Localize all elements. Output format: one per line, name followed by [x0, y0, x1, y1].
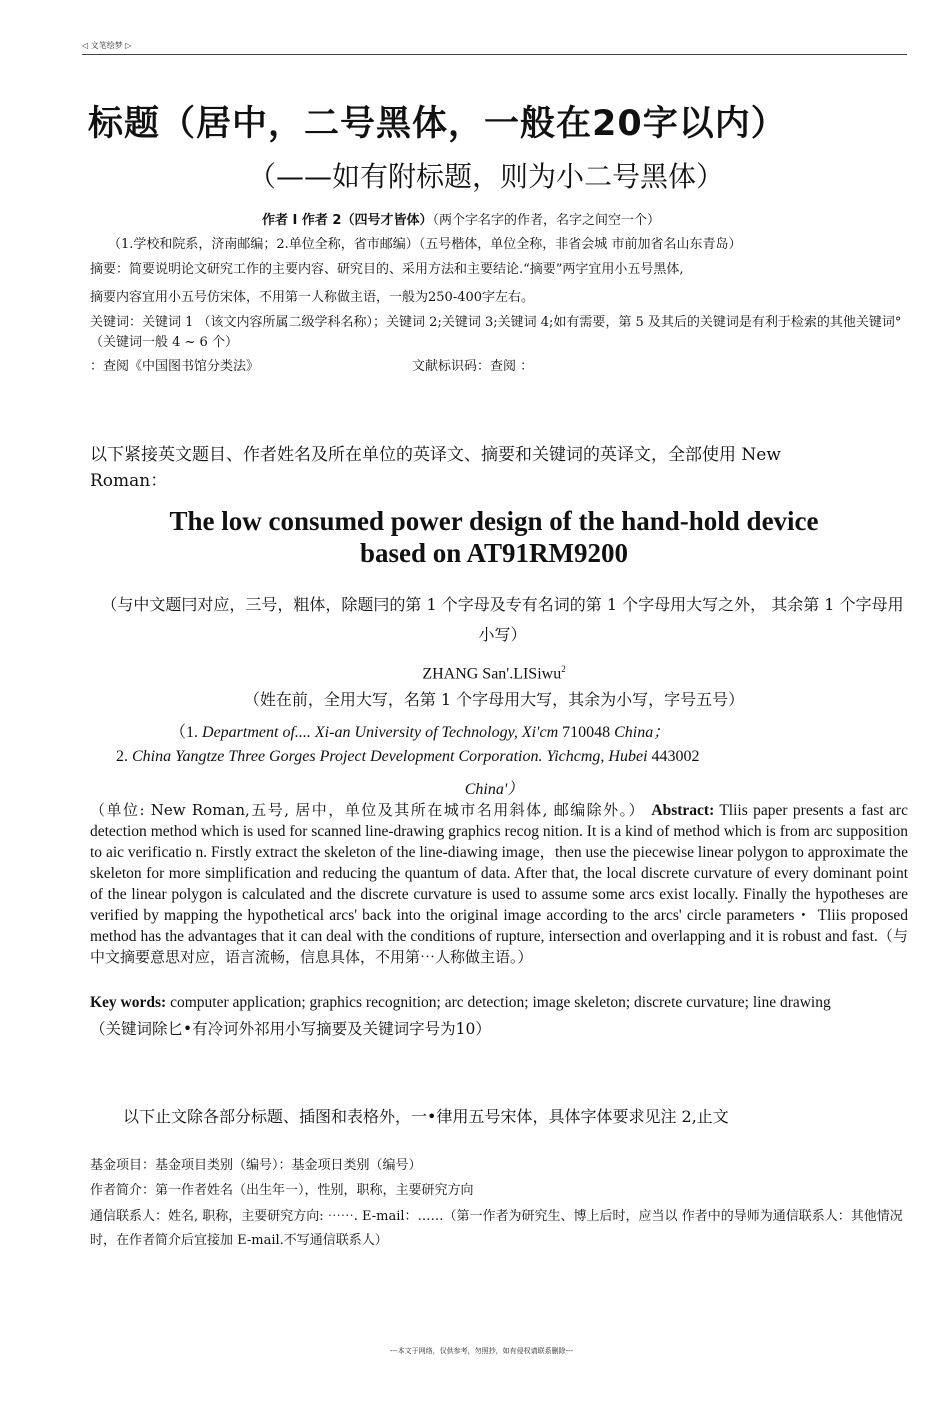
keywords-cn: 关键词：关键词 1 （该文内容所属二级学科名称）；关键词 2;关键词 3;关键词 4;如有需要，第 5 及其后的关键词是有利于检索的其他关键词° （关键词一般 4 ~ 6 个） [90, 315, 902, 350]
affiliation: （1.学校和院系，济南邮编；2.单位全称，省市邮编）（五号楷体，单位全称，非省会城 市前加省名山东青岛） [108, 237, 742, 252]
author-bio: 作者简介：第一作者姓名（出生年一），性别，职称，主要研究方向 [90, 1183, 474, 1198]
aff1-name: Department of.... Xi-an University of Technology, Xi'cm [202, 724, 559, 741]
english-author-names [90, 664, 898, 683]
aff1-country: China； [614, 724, 670, 741]
english-title-line2: based on AT91RM9200 [359, 538, 629, 568]
english-section-intro: 以下紧接英文题目、作者姓名及所在单位的英译文、摘要和关键词的英译文，全部使用 New Roman： [90, 445, 781, 491]
english-affiliation-2 [116, 748, 700, 766]
author-superscript: 2 [561, 664, 566, 674]
abstract-cn-line1: 摘要：简要说明论文研究工作的主要内容、研究目的、采用方法和主要结论.“摘要”两字宜用小五号黑体, [90, 262, 684, 277]
corresponding-author: 通信联系人：姓名, 职称，主要研究方向: ⋯⋯. E-mail：……（第一作者为研究生、博上后时，应当以 作者中的导师为通信联系人：其他情况时，在作者简介后宜接加 E-mail.不写通信联系人） [90, 1209, 903, 1248]
body-text-note: 以下止文除各部分标题、插图和表格外，一•律用五号宋体，具体字体要求见注 2,止文 [123, 1107, 729, 1126]
paper-subtitle: （——如有附标题，则为小二号黑体） [248, 160, 725, 193]
author-names: 作者 I 作者 2（四号才皆体） [262, 213, 433, 228]
page-header: ◁ 文笔绘梦 ▷ [82, 41, 132, 50]
english-affiliation-country: China'） [464, 781, 524, 798]
page-footer: ---本文于网络，仅供参考，勿照抄，如有侵权请联系删除--- [390, 1347, 574, 1355]
keywords-label: Key words: [90, 994, 167, 1011]
english-author-names-text: ZHANG San'.LISiwu [422, 665, 562, 683]
paper-title: 标题（居中，二号黑体，一般在20字以内） [88, 104, 787, 144]
english-title-note: （与中文题冃对应，三号，粗体，除题冃的第 1 个字母及专有名词的第 1 个字母用大写之外， 其余第 1 个字母用小写） [101, 595, 904, 644]
fund-project: 基金项目：基金项目类别（编号）：基金项日类别（编号） [90, 1158, 422, 1173]
english-author-note: （姓在前，全用大写，名第 1 个字母用大写，其余为小写，字号五号） [243, 690, 745, 709]
author-note: （两个字名字的作者，名字之间空一个） [432, 213, 660, 228]
english-title-line1: The low consumed power design of the hand-hold device [169, 506, 819, 536]
aff2-name: China Yangtze Three Gorges Project Development Corporation. Yichcmg, Hubei [132, 748, 648, 765]
abstract-cn-line2: 摘要内容宜用小五号仿宋体，不用第一人称做主语，一般为250-400字左右。 [90, 290, 535, 305]
header-divider [82, 54, 907, 55]
english-abstract [90, 800, 908, 968]
keywords-format-note: （关键词除匕•有冷诃外祁用小写摘要及关键词字号为10） [90, 1020, 491, 1038]
abstract-format-note: （与中文摘要意思对应，语言流畅，信息具体，不用第⋯人称做主语。） [90, 927, 908, 966]
aff1-postcode: 710048 [558, 724, 615, 741]
abstract-label: Abstract: [651, 802, 715, 819]
aff2-postcode: 443002 [647, 748, 700, 765]
document-code: 文献标识码：查阅 ： [412, 359, 534, 374]
abstract-text: Tliis paper presents a fast arc detection method which is used for scanned line-drawing graphics recog nition. It is a kind of method which is from arc supposition to aic verificatio n. Firstly extract the skeleton of the line-diawing image，then use the piecewise linear polygon to approximate the skeleton for more simplification and reducing the quantum of data. After that, the local discrete curvature of every dominant point of the linear polygon is calculated and the discrete curvature is used to assume some arcs exist locally. Finally the hypotheses are verified by mapping the hypothetical arcs' back into the original image according to the arcs' circle parameters・ Tliis proposed method has the advantages that it can deal with the conditions of rupture, intersection and overlapping and it is robust and fast. [90, 802, 908, 945]
classification-number: ：查阅《中国图书馆分类法》 [90, 359, 260, 374]
aff1-prefix: （1. [170, 724, 203, 741]
aff2-prefix: 2. [116, 748, 132, 765]
english-title [90, 505, 898, 569]
english-affiliation-1 [170, 719, 669, 742]
author-line [262, 211, 660, 231]
english-keywords [90, 992, 908, 1013]
affiliation-format-note: （单位: New Roman,五号, 居中，单位及其所在城市名用斜体, 邮编除外。） [90, 801, 652, 819]
keywords-text: computer application; graphics recognition; arc detection; image skeleton; discrete curvature; line drawing [166, 994, 831, 1011]
